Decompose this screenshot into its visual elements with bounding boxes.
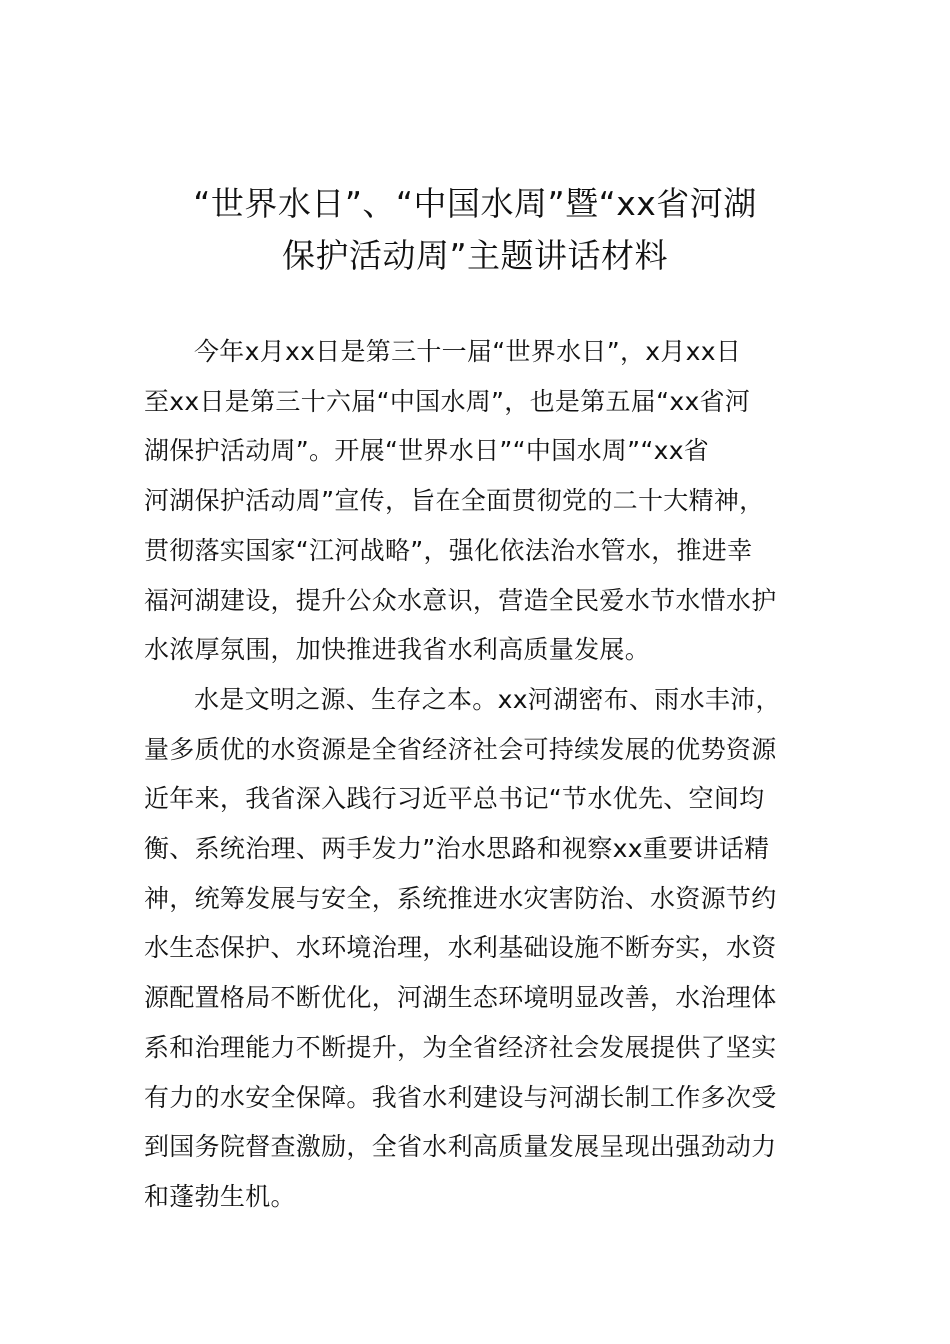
paragraph-line: 到国务院督查激励，全省水利高质量发展呈现出强劲动力: [144, 1132, 777, 1162]
paragraph-line: 河湖保护活动周”宣传，旨在全面贯彻党的二十大精神，: [144, 486, 765, 516]
paragraph-line: 水生态保护、水环境治理，水利基础设施不断夯实，水资: [144, 933, 777, 963]
paragraph-line: 有力的水安全保障。我省水利建设与河湖长制工作多次受: [144, 1082, 777, 1112]
title-line-2: 保护活动周”主题讲话材料: [281, 236, 669, 275]
paragraph-line: 近年来，我省深入践行习近平总书记“节水优先、空间均: [144, 784, 765, 814]
paragraph-line: 贯彻落实国家“江河战略”，强化依法治水管水，推进幸: [144, 535, 753, 565]
document-body: [144, 327, 806, 1222]
title-line-1: “世界水日”、“中国水周”暨“xx省河湖: [193, 184, 757, 223]
paragraph-line: 衡、系统治理、两手发力”治水思路和视察xx重要讲话精: [144, 834, 770, 864]
paragraph-line: 和蓬勃生机。: [144, 1181, 296, 1211]
paragraph-line: 水是文明之源、生存之本。xx河湖密布、雨水丰沛，: [194, 684, 781, 714]
paragraph-line: 至xx日是第三十六届“中国水周”，也是第五届“xx省河: [144, 386, 751, 416]
paragraph-line: 量多质优的水资源是全省经济社会可持续发展的优势资源: [144, 734, 777, 764]
paragraph-line: 系和治理能力不断提升，为全省经济社会发展提供了坚实: [144, 1032, 777, 1062]
document-title: [120, 178, 830, 282]
paragraph-line: 神，统筹发展与安全，系统推进水灾害防治、水资源节约: [144, 883, 777, 913]
paragraph-line: 今年x月xx日是第三十一届“世界水日”，x月xx日: [194, 337, 742, 366]
paragraph-1: [144, 327, 806, 675]
paragraph-line: 水浓厚氛围，加快推进我省水利高质量发展。: [144, 635, 651, 665]
paragraph-line: 源配置格局不断优化，河湖生态环境明显改善，水治理体: [144, 983, 777, 1013]
paragraph-line: 湖保护活动周”。开展“世界水日”“中国水周”“xx省: [144, 436, 710, 466]
paragraph-2: [144, 675, 806, 1222]
paragraph-line: 福河湖建设，提升公众水意识，营造全民爱水节水惜水护: [144, 585, 777, 615]
